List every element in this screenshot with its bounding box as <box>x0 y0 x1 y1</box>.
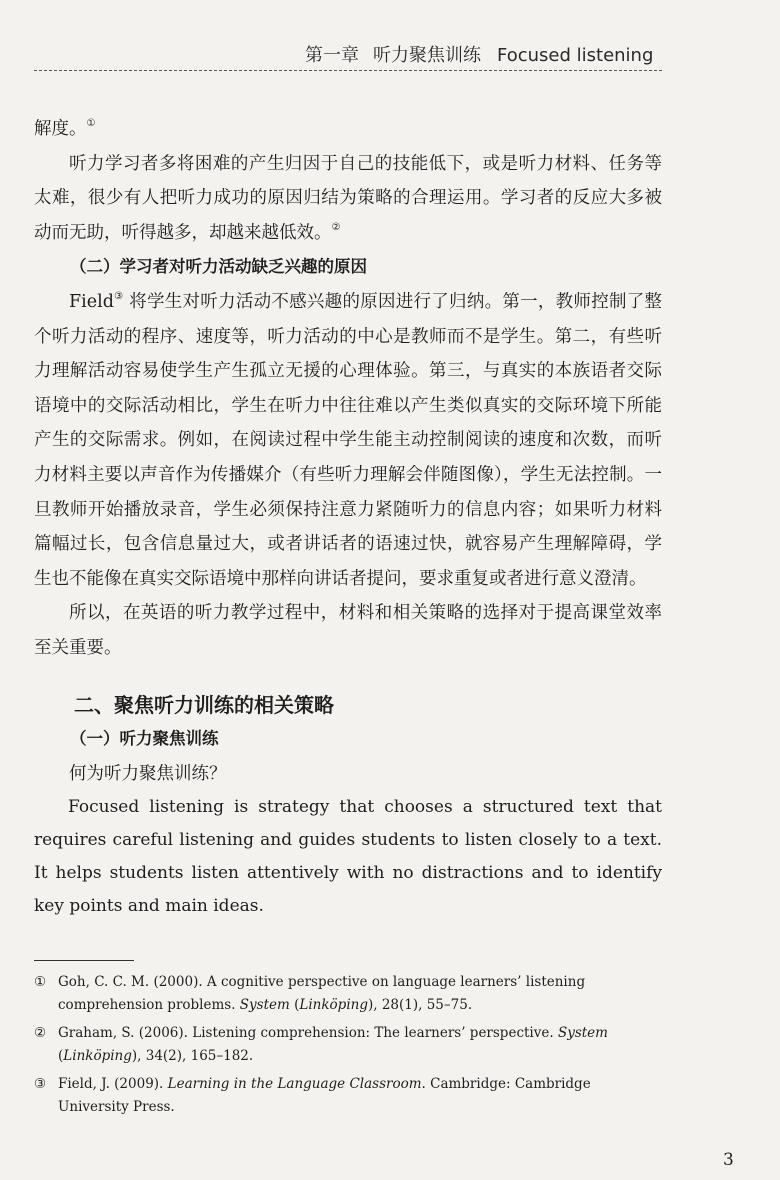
footnotes <box>34 971 662 1124</box>
chapter-label: 第一章 <box>305 45 359 66</box>
chapter-title-en: Focused listening <box>497 45 654 66</box>
question-line: 何为听力聚焦训练？ <box>69 763 227 784</box>
footnote: ② Graham, S. (2006). Listening comprehension: The learners’ perspective. System (Linköping), 34(2), 165–182. <box>34 1022 662 1068</box>
subheading: （一）听力聚焦训练 <box>70 729 219 749</box>
page-number: 3 <box>723 1150 734 1170</box>
footnote-rule <box>34 960 134 961</box>
paragraph: 听力学习者多将困难的产生归因于自己的技能低下，或是听力材料、任务等太难，很少有人把听力成功的原因归结为策略的合理运用。学习者的反应大多被动而无助，听得越多，却越来越低效。② <box>34 153 662 243</box>
footnote-ref: ① <box>86 118 96 129</box>
main-text <box>34 112 662 923</box>
footnote-marker: ② <box>34 1025 47 1041</box>
english-paragraph: Focused listening is strategy that chooses a structured text that requires careful listening and guides students to listen closely to a text. It helps students listen attentively with no distractions and to identify key points and main ideas. <box>34 797 662 917</box>
footnote-ref: ③ <box>113 290 124 302</box>
subheading: （二）学习者对听力活动缺乏兴趣的原因 <box>70 257 367 277</box>
footnote-ref: ② <box>331 221 341 233</box>
header-dashed-rule <box>34 70 662 71</box>
footnote: ① Goh, C. C. M. (2000). A cognitive perspective on language learners’ listening comprehension problems. System (Linköping), 28(1), 55–75. <box>34 971 662 1017</box>
running-header <box>305 41 660 67</box>
footnote: ③ Field, J. (2009). Learning in the Language Classroom. Cambridge: Cambridge University Press. <box>34 1073 662 1119</box>
footnote-marker: ① <box>34 974 47 990</box>
footnote-marker: ③ <box>34 1076 47 1092</box>
section-heading: 二、聚焦听力训练的相关策略 <box>74 692 334 717</box>
chapter-title-cn: 听力聚焦训练 <box>373 45 481 66</box>
paragraph: 所以，在英语的听力教学过程中，材料和相关策略的选择对于提高课堂效率至关重要。 <box>34 603 662 658</box>
paragraph: Field③ 将学生对听力活动不感兴趣的原因进行了归纳。第一，教师控制了整个听力活动的程序、速度等，听力活动的中心是教师而不是学生。第二，有些听力理解活动容易使学生产生孤立无援的心理体验。第三，与真实的本族语者交际语境中的交际活动相比，学生在听力中往往难以产生类似真实的交际环境下所能产生的交际需求。例如，在阅读过程中学生能主动控制阅读的速度和次数，而听力材料主要以声音作为传播媒介（有些听力理解会伴随图像），学生无法控制。一旦教师开始播放录音，学生必须保持注意力紧随听力的信息内容；如果听力材料篇幅过长，包含信息量过大，或者讲话者的语速过快，就容易产生理解障碍，学生也不能像在真实交际语境中那样向讲话者提问，要求重复或者进行意义澄清。 <box>34 290 662 589</box>
paragraph-continuation: 解度。① <box>34 118 96 139</box>
